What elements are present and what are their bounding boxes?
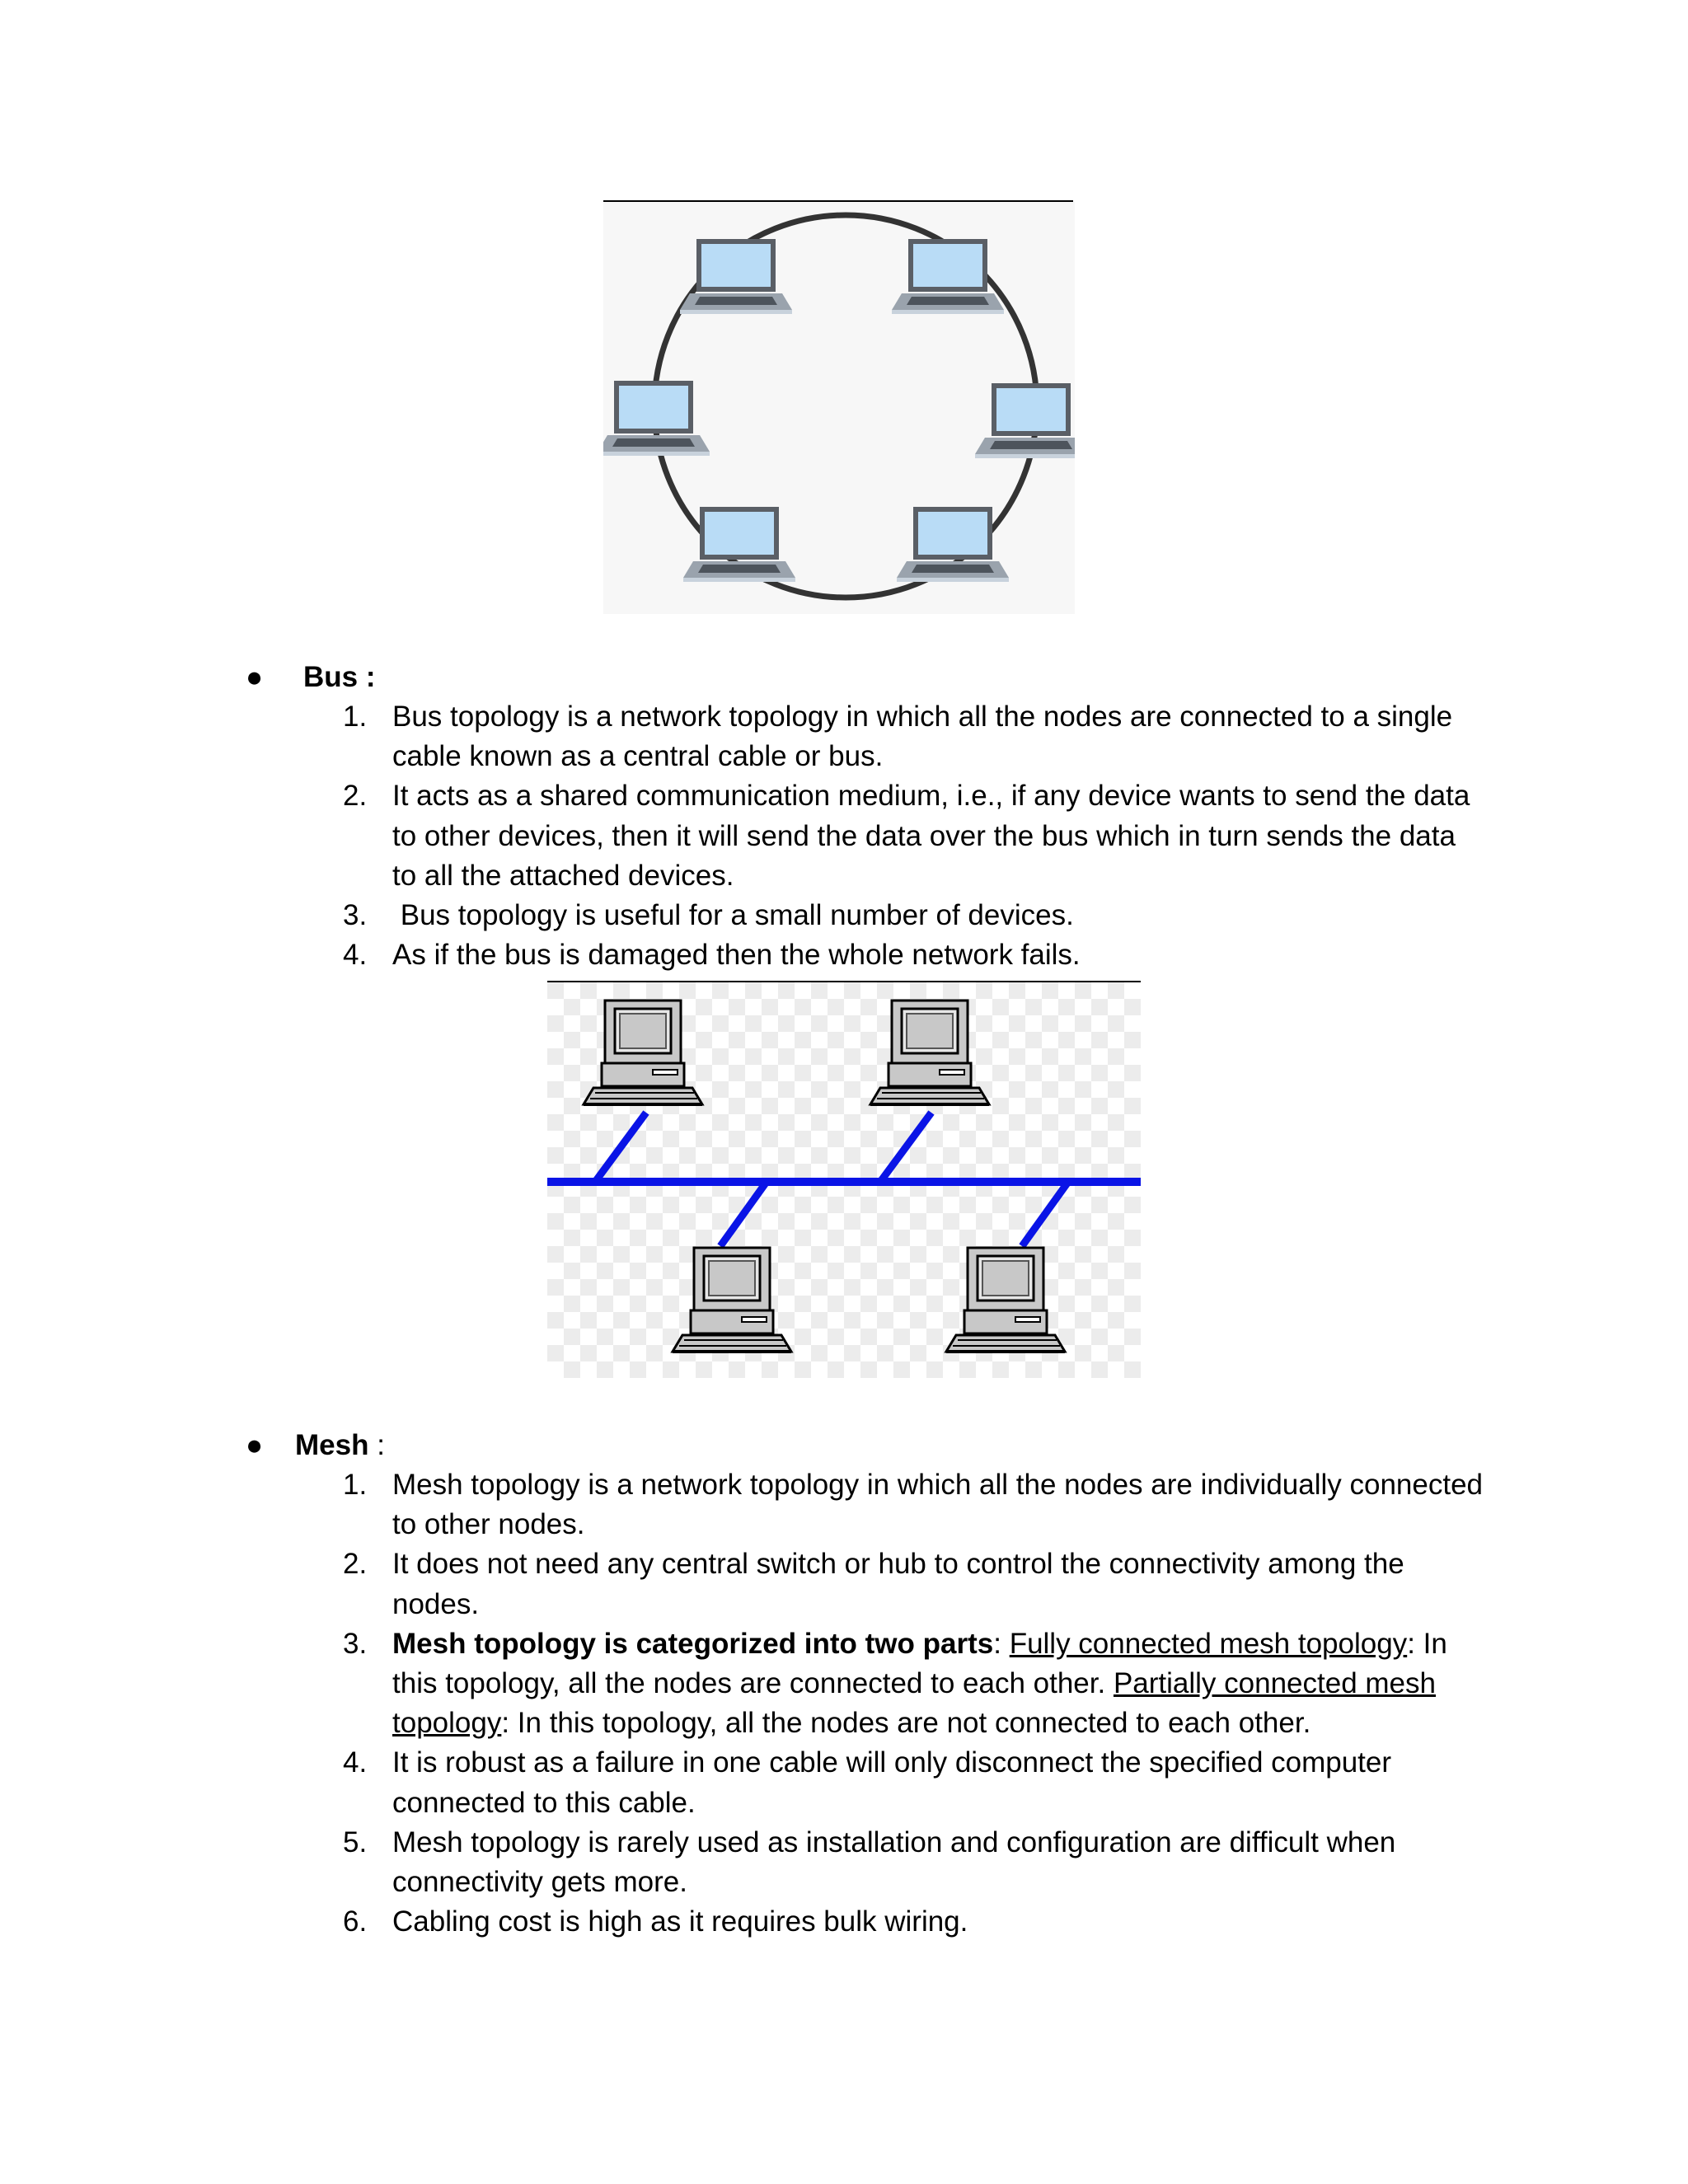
- bus-topology-diagram: [547, 982, 1141, 1378]
- laptop-node-6: [897, 507, 1009, 582]
- list-item: 4. As if the bus is damaged then the whole network fails.: [343, 939, 1081, 972]
- list-item: 5. Mesh topology is rarely used as installation and configuration are difficult when connectivity gets more.: [343, 1825, 1396, 1899]
- list-item: 1. Bus topology is a network topology in which all the nodes are connected to a single cable known as a central cable or bus.: [343, 701, 1453, 773]
- bullet-icon: ●: [246, 661, 264, 693]
- laptop-node-1: [680, 239, 792, 314]
- bus-points-list: [330, 697, 1484, 975]
- list-item: 2. It acts as a shared communication medium, i.e., if any device wants to send the data to other devices, then it will send the data over the bus which in turn sends the data to all the attached devices.: [343, 780, 1470, 892]
- fully-connected-term: Fully connected mesh topology: [1009, 1627, 1408, 1660]
- list-item: 1. Mesh topology is a network topology in which all the nodes are individually connected to other nodes.: [343, 1469, 1484, 1541]
- mesh-points-list: [330, 1465, 1484, 1942]
- list-item: 2. It does not need any central switch or hub to control the connectivity among the nodes.: [343, 1548, 1404, 1620]
- list-item: 3. Mesh topology is categorized into two parts: Fully connected mesh topology: In this topology, all the nodes are connected to each other. Partially connected mesh topology: In this topology, all the nodes are not connected to each other.: [343, 1627, 1456, 1740]
- ring-topology-diagram: [603, 202, 1075, 614]
- bus-heading-text: Bus :: [303, 661, 376, 693]
- list-item: 3. Bus topology is useful for a small number of devices.: [343, 899, 1074, 932]
- mesh-heading-text: Mesh :: [295, 1429, 385, 1461]
- list-item: 4. It is robust as a failure in one cable will only disconnect the specified computer connected to this cable.: [343, 1746, 1392, 1819]
- bullet-icon: ●: [246, 1429, 264, 1461]
- laptop-node-2: [892, 239, 1004, 314]
- partially-connected-term: Partially connected mesh topology: [392, 1667, 1436, 1740]
- laptop-node-5: [683, 507, 795, 582]
- list-item: 6. Cabling cost is high as it requires bulk wiring.: [343, 1905, 968, 1938]
